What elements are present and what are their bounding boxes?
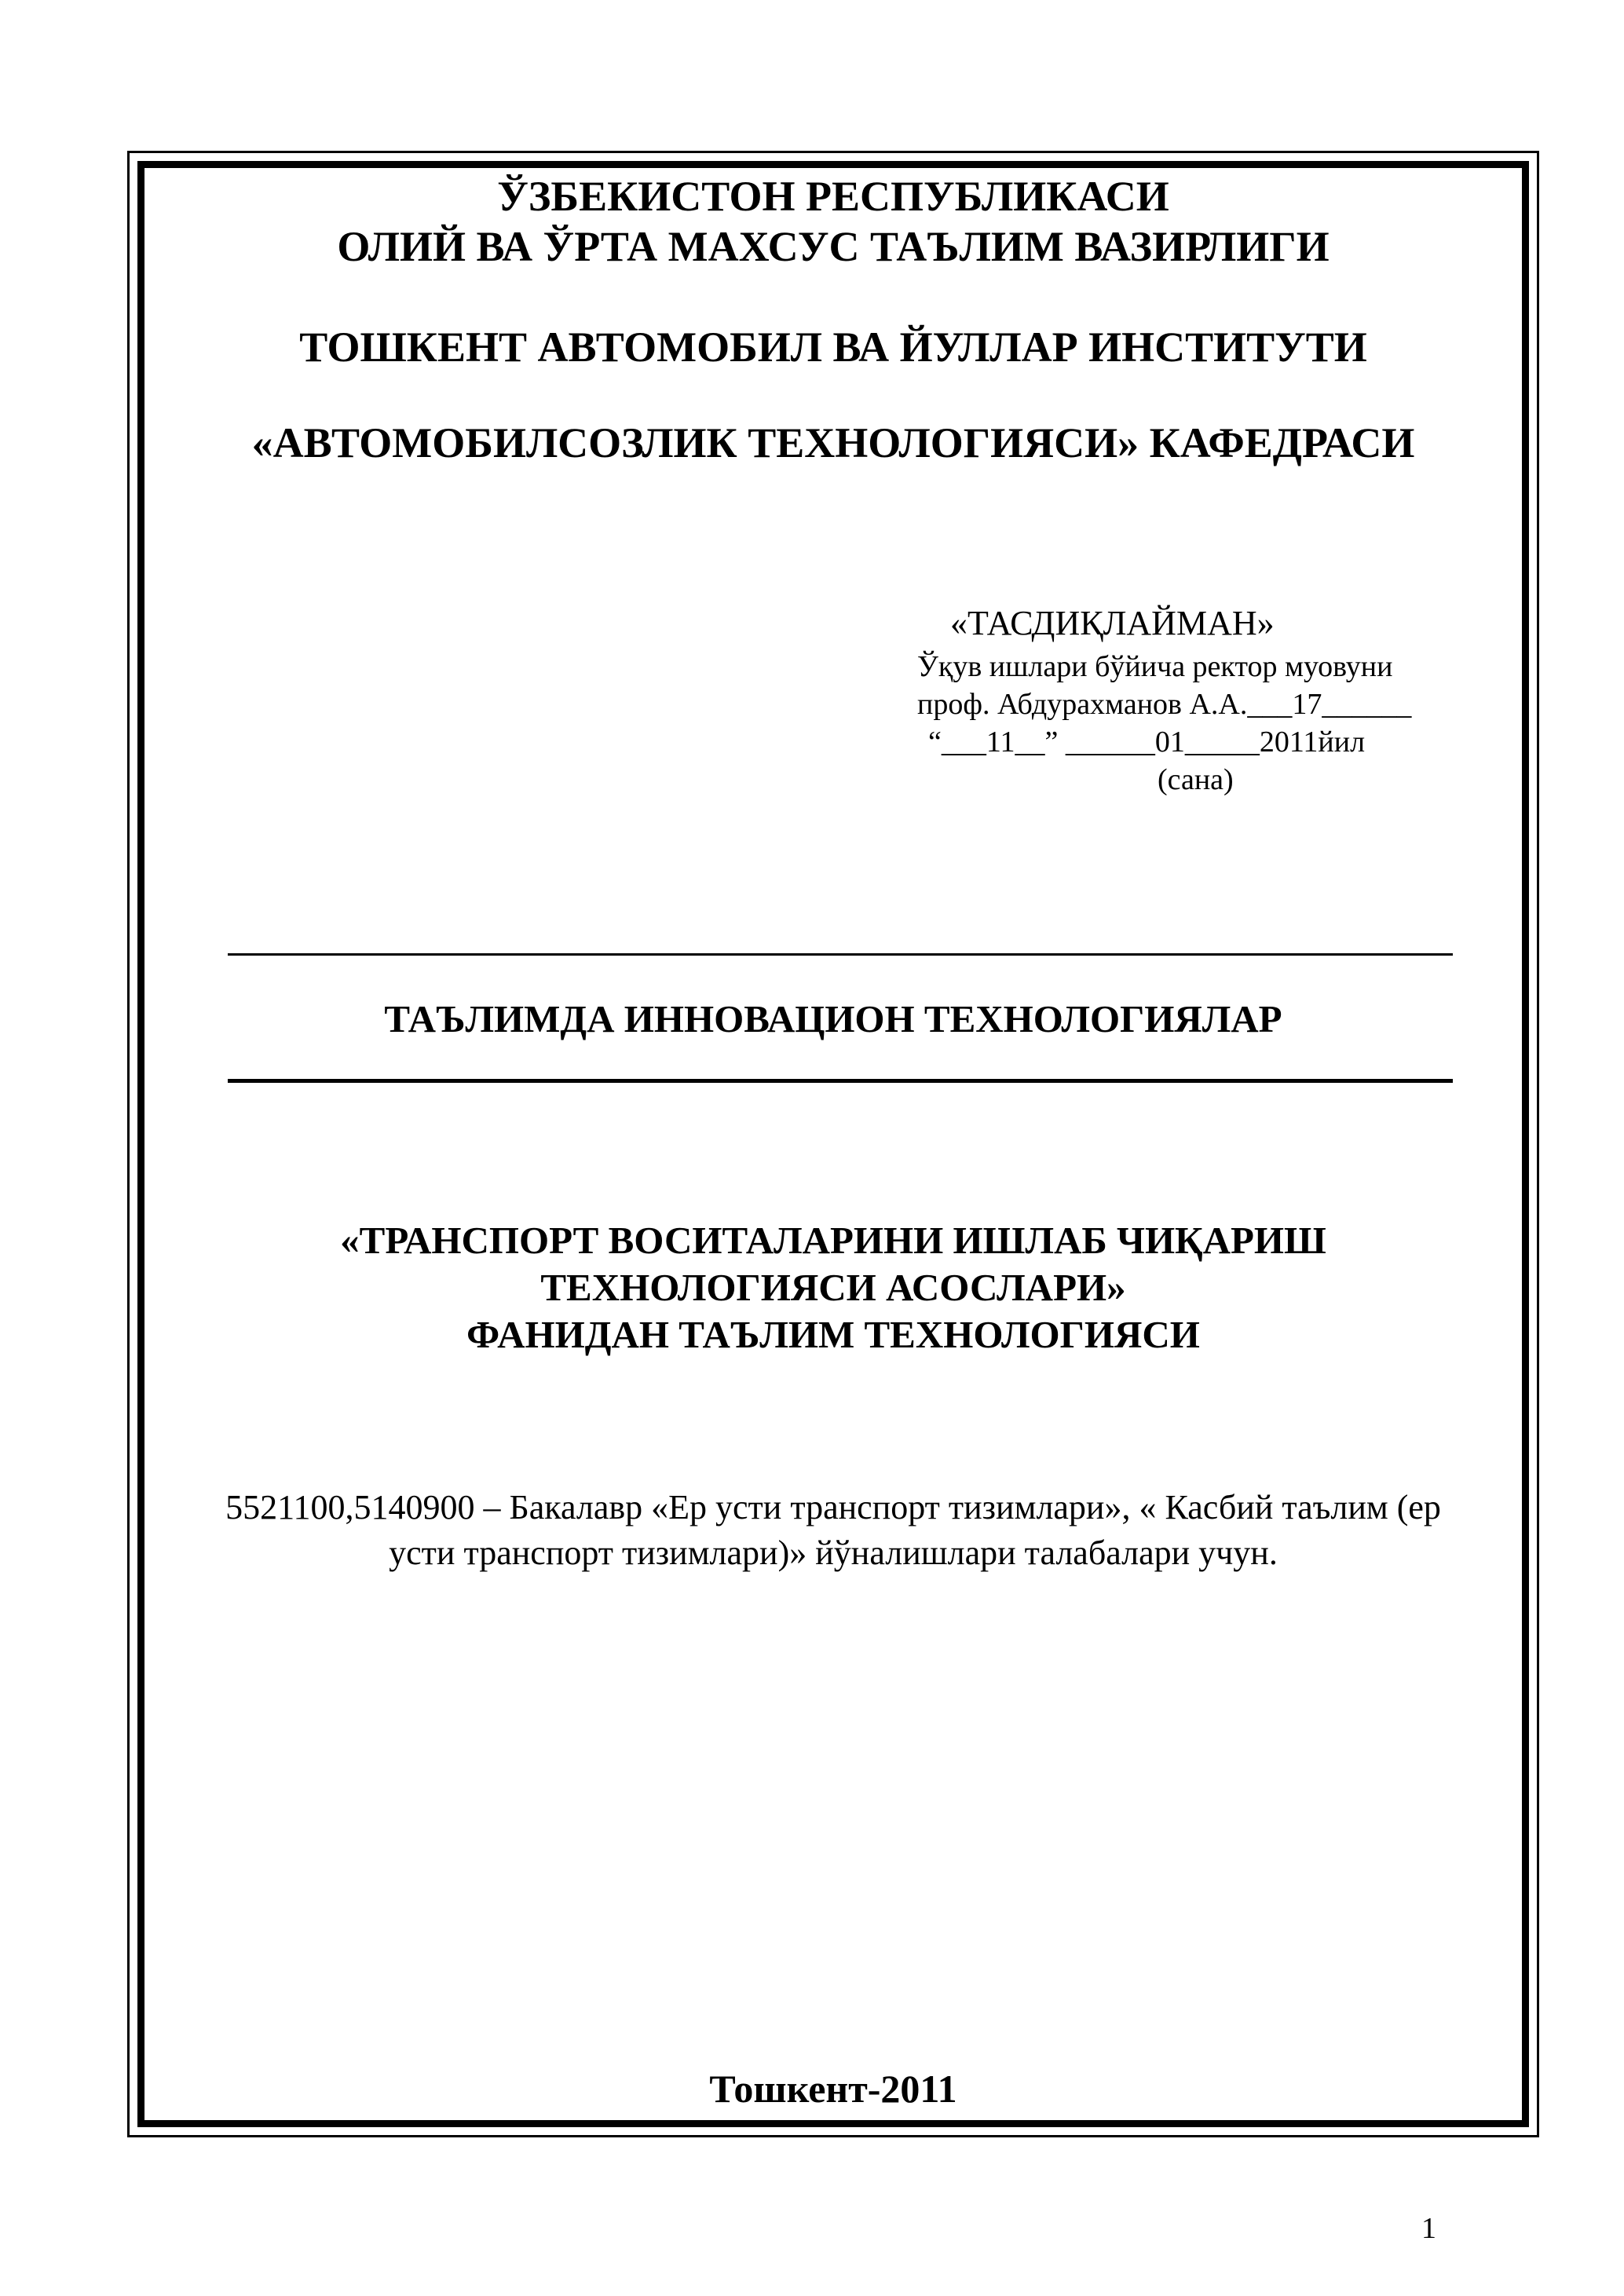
approval-position: Ўқув ишлари бўйича ректор муовуни <box>917 650 1393 683</box>
subject-title-line3: ФАНИДАН ТАЪЛИМ ТЕХНОЛОГИЯСИ <box>466 1313 1200 1356</box>
institute-heading: ТОШКЕНТ АВТОМОБИЛ ВА ЙУЛЛАР ИНСТИТУТИ <box>299 324 1367 371</box>
series-rule-top <box>228 953 1453 956</box>
audience-line2: усти транспорт тизимлари)» йўналишлари талабалари учун. <box>389 1534 1278 1572</box>
approval-signatory: проф. Абдурахманов А.А.___17______ <box>917 688 1412 721</box>
series-title: ТАЪЛИМДА ИННОВАЦИОН ТЕХНОЛОГИЯЛАР <box>384 997 1282 1040</box>
approval-title: «ТАСДИҚЛАЙМАН» <box>950 604 1275 642</box>
page-number: 1 <box>1421 2212 1436 2245</box>
republic-heading: ЎЗБЕКИСТОН РЕСПУБЛИКАСИ <box>497 173 1169 220</box>
series-rule-bottom <box>228 1079 1453 1083</box>
subject-title-line1: «ТРАНСПОРТ ВОСИТАЛАРИНИ ИШЛАБ ЧИҚАРИШ <box>340 1219 1326 1262</box>
ministry-heading: ОЛИЙ ВА ЎРТА МАХСУС ТАЪЛИМ ВАЗИРЛИГИ <box>337 223 1330 270</box>
approval-date-line: “___11__” ______01_____2011йил <box>928 726 1366 759</box>
approval-date-caption: (сана) <box>1158 763 1234 796</box>
audience-line1: 5521100,5140900 – Бакалавр «Ер усти транспорт тизимлари», « Касбий таълим (ер <box>225 1488 1441 1526</box>
department-heading: «АВТОМОБИЛСОЗЛИК ТЕХНОЛОГИЯСИ» КАФЕДРАСИ <box>251 419 1415 466</box>
city-year: Тошкент-2011 <box>709 2067 957 2111</box>
subject-title-line2: ТЕХНОЛОГИЯСИ АСОСЛАРИ» <box>540 1266 1126 1309</box>
